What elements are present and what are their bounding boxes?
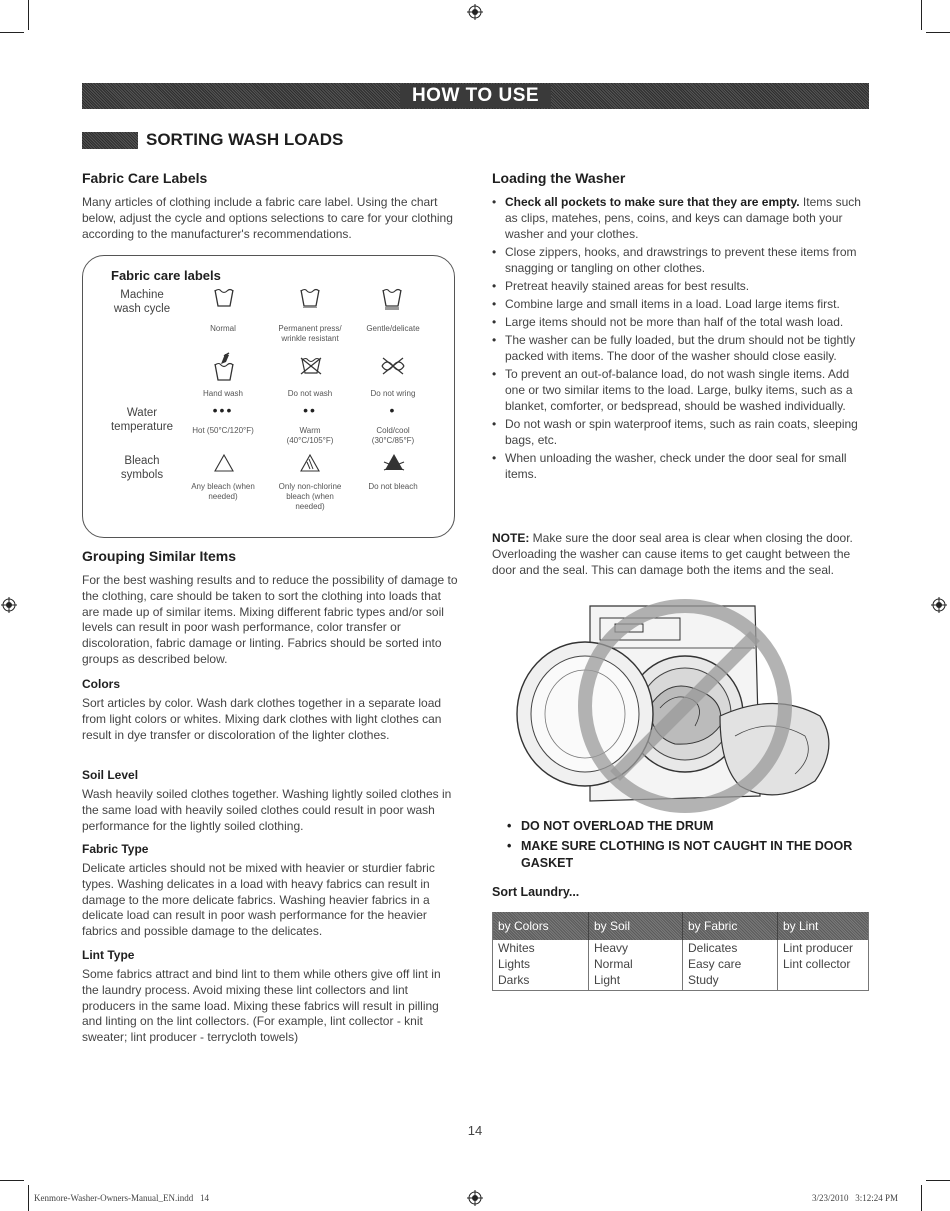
soil-text: Wash heavily soiled clothes together. Washing lightly soiled clothes in the same load with heavily soiled clothes could result in poor wash performance for the lightly soiled clothing. <box>82 787 452 833</box>
sort-title: Sort Laundry... <box>492 885 580 899</box>
crop-mark <box>921 1185 922 1211</box>
loading-note: NOTE: Make sure the door seal area is clear when closing the door. Overloading the washer can cause items to get caught between the door and the seal. This can damage both the items and the seal. <box>492 531 853 577</box>
table-cell: Whites <box>493 940 589 956</box>
triangle-icon <box>214 454 234 472</box>
table-cell: Heavy <box>589 940 683 956</box>
striped-triangle-icon <box>300 454 320 472</box>
header-bar <box>82 83 869 109</box>
lint-type-title: Lint Type <box>82 948 135 962</box>
registration-mark-icon <box>467 1190 483 1206</box>
fabric-type-text: Delicate articles should not be mixed with heavier or sturdier fabric types. Washing delicates in a load with heavy fabrics can result in damage to the more delicate fabrics. Washing heavier fabrics in a delicate load can result in poor wash performance for the heavier fabrics and possible damage to the delicates. <box>82 861 435 939</box>
timestamp-slug: 3/23/2010 3:12:24 PM <box>812 1193 899 1203</box>
water-cap-cold: Cold/cool (30°C/85°F) <box>371 426 415 445</box>
loading-bullets <box>492 195 870 485</box>
colors-text: Sort articles by color. Wash dark clothes together in a separate load from light colors or whites. Mixing dark clothes with light clothes can result in dye transfer or discoloration of the lighter clothes. <box>82 696 442 742</box>
crop-mark <box>0 32 24 33</box>
grouping-title: Grouping Similar Items <box>82 548 237 564</box>
list-item: • To prevent an out-of-balance load, do not wash single items. Add one or two similar items to the load. Large, bulky items, such as a blanket, comforter, or bedspread, should be washed individually. <box>492 367 870 414</box>
fabric-type-title: Fabric Type <box>82 842 149 856</box>
fabric-care-title: Fabric Care Labels <box>82 170 208 186</box>
section-heading <box>82 130 343 150</box>
lint-type-text: Some fabrics attract and bind lint to them while others give off lint in the laundry process. Avoid mixing these lint collectors and lint producers in the same load. Mixing these fabrics will result in pilling and linting on the lint collectors. (For example, lint collector - knit sweater; lint producer - terrycloth towels) <box>82 967 441 1045</box>
washtub-permanent-press-icon <box>299 286 321 308</box>
overloaded-washer-prohibited-icon <box>505 596 850 816</box>
sort-laundry-table <box>492 912 869 991</box>
loading-title: Loading the Washer <box>492 170 626 186</box>
bleach-cap-do-not: Do not bleach <box>368 482 418 491</box>
column-header: by Fabric <box>683 912 778 940</box>
washtub-icon <box>213 286 235 308</box>
table-cell: Lint collector <box>783 957 851 971</box>
grouping-intro: For the best washing results and to reduce the possibility of damage to the clothing, care should be taken to sort the clothing into loads that are made up of similar items. Mixing different fabric types and/or soil levels can result in poor wash performance, color transfer or discoloration, fabric damage or linting. Fabrics should be sorted into groups as described below. <box>82 573 458 666</box>
column-header: by Colors <box>493 912 589 940</box>
warning-item: • DO NOT OVERLOAD THE DRUM <box>507 818 869 835</box>
header-title: HOW TO USE <box>400 84 551 108</box>
table-cell: Lights <box>493 956 589 972</box>
crop-mark <box>0 1180 24 1181</box>
hand-cap-hand-wash: Hand wash <box>202 389 244 398</box>
table-cell: Easy care <box>683 956 778 972</box>
table-cell: Delicates <box>683 940 778 956</box>
crop-mark <box>28 1185 29 1211</box>
list-item: • Large items should not be more than half of the total wash load. <box>492 315 870 331</box>
table-cell: Lint producer <box>783 941 854 955</box>
machine-cap-permanent-press: Permanent press/ wrinkle resistant <box>278 324 342 343</box>
bleach-cap-non-chlorine: Only non-chlorine bleach (when needed) <box>278 482 342 511</box>
hand-cap-do-not-wash: Do not wash <box>287 389 333 398</box>
column-header: by Soil <box>589 912 683 940</box>
list-item: • Pretreat heavily stained areas for best results. <box>492 279 870 295</box>
water-cap-warm: Warm (40°C/105°F) <box>286 426 334 445</box>
crop-mark <box>28 0 29 30</box>
table-row <box>493 940 869 956</box>
crossed-triangle-icon <box>382 452 406 472</box>
list-item: • Check all pockets to make sure that they are empty. Items such as clips, matehes, pens, coins, and keys can damage both your washer and your clothes. <box>492 195 870 242</box>
hand-cap-do-not-wring: Do not wring <box>370 389 416 398</box>
care-box-title: Fabric care labels <box>111 268 221 283</box>
page-number: 14 <box>467 1123 483 1138</box>
list-item: • When unloading the washer, check under the door seal for small items. <box>492 451 870 483</box>
crop-mark <box>926 32 950 33</box>
soil-title: Soil Level <box>82 768 139 782</box>
fabric-care-intro: Many articles of clothing include a fabric care label. Using the chart below, adjust the cycle and options selections to care for your clothing according to the manufacturer's recommendations. <box>82 195 453 241</box>
registration-mark-icon <box>931 597 947 613</box>
table-row <box>493 956 869 972</box>
table-cell <box>778 972 869 991</box>
table-cell: Study <box>683 972 778 991</box>
registration-mark-icon <box>1 597 17 613</box>
list-item: • Combine large and small items in a load. Load large items first. <box>492 297 870 313</box>
colors-title: Colors <box>82 677 121 691</box>
hand-wash-icon <box>211 352 237 382</box>
fabric-care-labels-box <box>82 255 455 538</box>
table-row <box>493 972 869 991</box>
table-cell: Darks <box>493 972 589 991</box>
table-cell: Normal <box>589 956 683 972</box>
list-item: • Do not wash or spin waterproof items, such as rain coats, sleeping bags, etc. <box>492 417 870 449</box>
machine-cap-normal: Normal <box>210 324 236 333</box>
registration-mark-icon <box>467 4 483 20</box>
list-item: • Close zippers, hooks, and drawstrings to prevent these items from snagging or tangling on other clothes. <box>492 245 870 277</box>
warnings-list <box>507 818 869 875</box>
list-item: • The washer can be fully loaded, but the drum should not be tightly packed with items. The door of the washer should close easily. <box>492 333 870 365</box>
machine-cap-gentle: Gentle/delicate <box>366 324 420 333</box>
section-block-icon <box>82 132 138 149</box>
bleach-cap-any: Any bleach (when needed) <box>191 482 255 501</box>
do-not-wash-icon <box>299 356 323 376</box>
section-title: SORTING WASH LOADS <box>146 130 344 149</box>
water-dots-hot: ••• <box>212 402 234 418</box>
water-dots-warm: •• <box>303 402 317 418</box>
water-cap-hot: Hot (50°C/120°F) <box>192 426 254 435</box>
file-slug: Kenmore-Washer-Owners-Manual_EN.indd 14 <box>34 1193 210 1203</box>
washtub-gentle-icon <box>381 286 403 310</box>
do-not-wring-icon <box>379 356 407 376</box>
row-label-machine: Machine wash cycle <box>113 289 171 315</box>
row-label-bleach: Bleach symbols <box>120 455 164 481</box>
row-label-water: Water temperature <box>110 407 173 433</box>
water-dots-cold: • <box>389 402 397 418</box>
column-header: by Lint <box>778 912 869 940</box>
table-cell: Light <box>589 972 683 991</box>
crop-mark <box>926 1180 950 1181</box>
warning-item: • MAKE SURE CLOTHING IS NOT CAUGHT IN THE DOOR GASKET <box>507 838 869 872</box>
crop-mark <box>921 0 922 30</box>
